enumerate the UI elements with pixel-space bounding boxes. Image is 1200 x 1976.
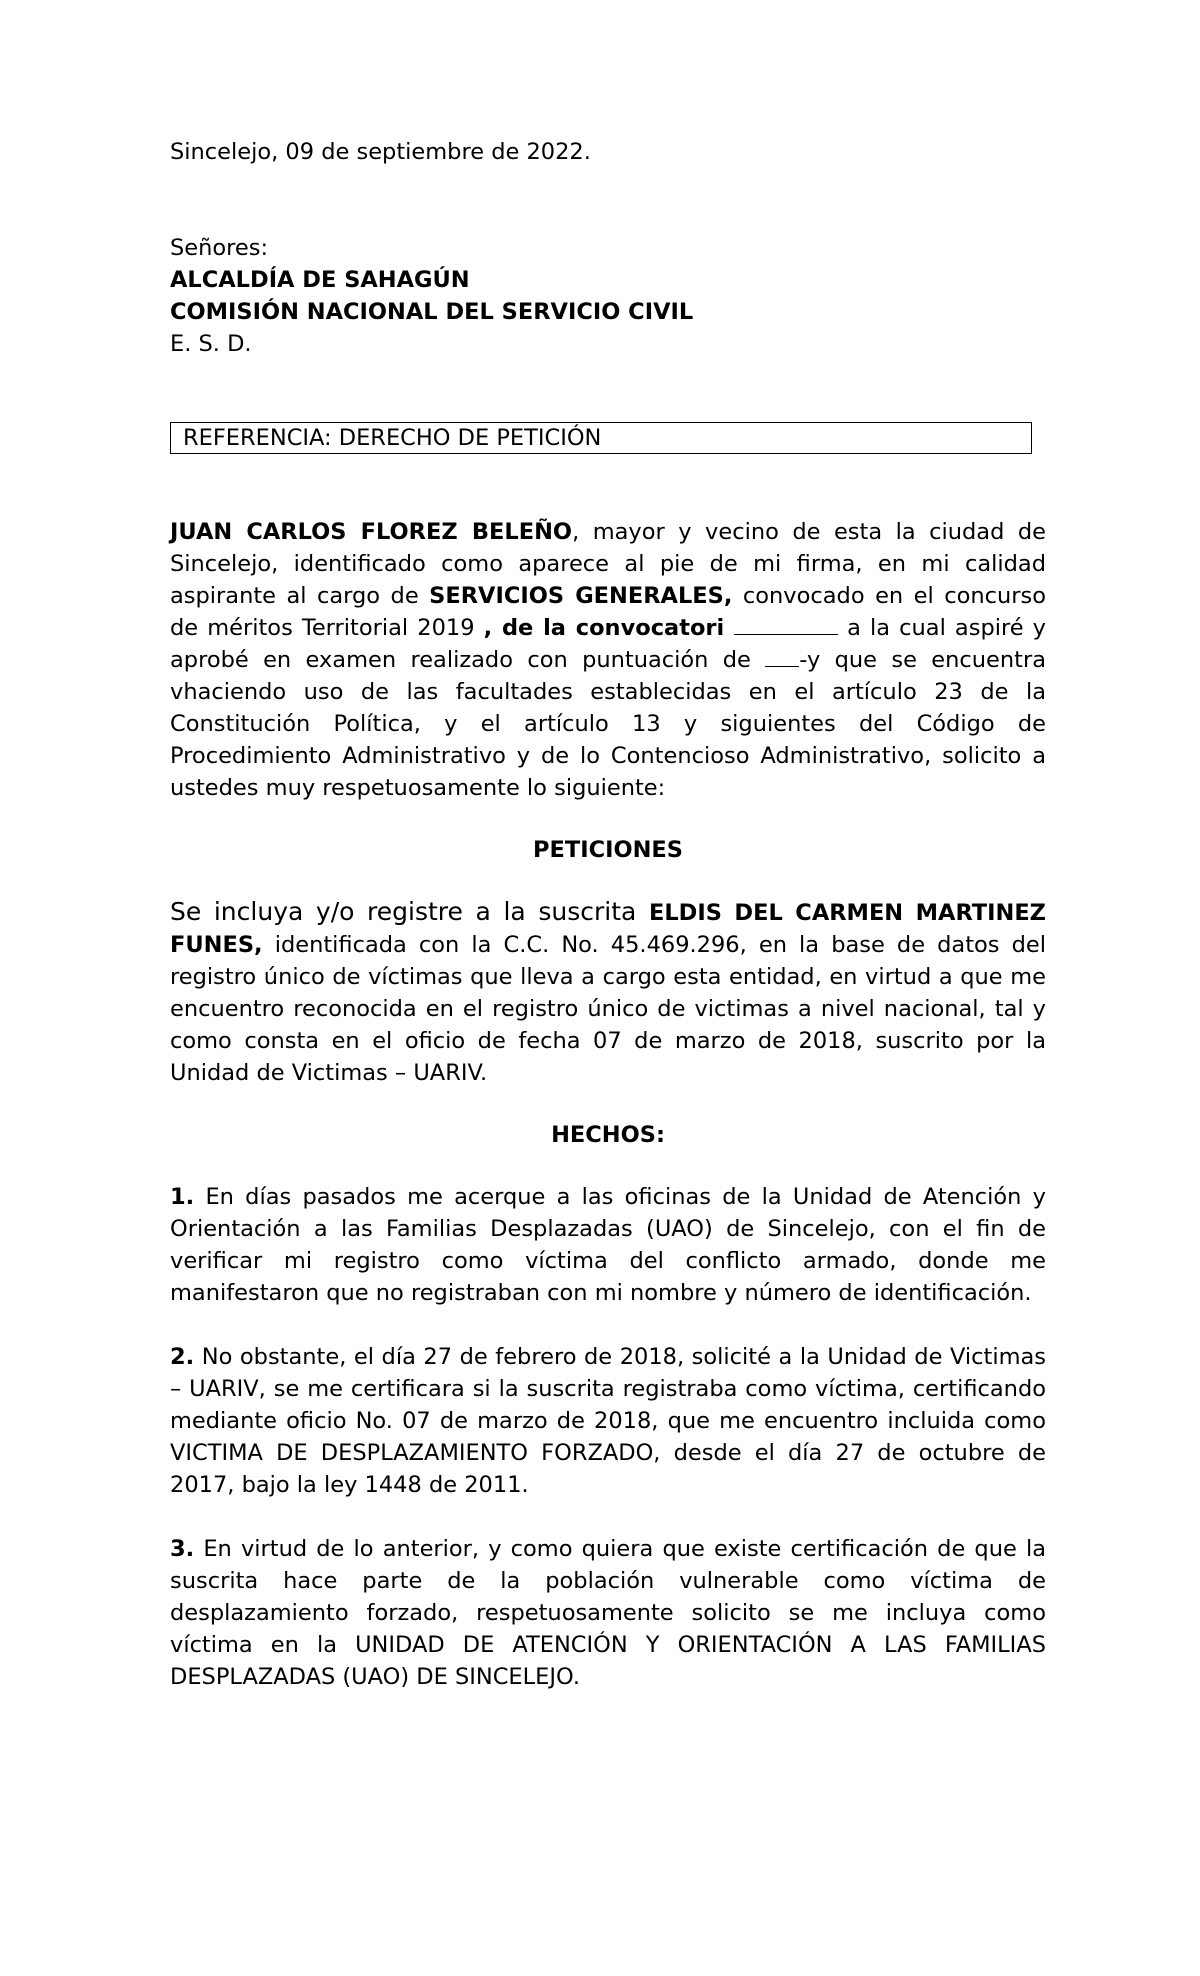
recipient-alcaldia: ALCALDÍA DE SAHAGÚN <box>170 267 470 293</box>
esd-line: E. S. D. <box>170 331 252 357</box>
petition-paragraph <box>170 896 1046 1089</box>
reference-box <box>170 422 1032 454</box>
position-name: SERVICIOS GENERALES, <box>429 583 733 609</box>
date-line: Sincelejo, 09 de septiembre de 2022. <box>170 139 591 165</box>
intro-paragraph <box>170 516 1046 804</box>
petitioner-name: JUAN CARLOS FLOREZ BELEÑO <box>170 519 573 545</box>
fact-text: No obstante, el día 27 de febrero de 2018, solicité a la Unidad de Victimas – UARIV, se me certificara si la suscrita registraba como víctima, certificando mediante oficio No. 07 de marzo de 2018, que me encuentro incluida como VICTIMA DE DESPLAZAMIENTO FORZADO, desde el día 27 de octubre de 2017, bajo la ley 1448 de 2011. <box>170 1344 1046 1498</box>
intro-text-1: , mayor y vecino de esta la ciudad de Sincelejo, identificado como aparece al pie de mi firma, en mi calidad aspirante al cargo de <box>170 519 1046 609</box>
addressee-block <box>170 232 1046 360</box>
recipient-cnsc: COMISIÓN NACIONAL DEL SERVICIO CIVIL <box>170 299 694 325</box>
fact-text: En días pasados me acerque a las oficinas de la Unidad de Atención y Orientación a las Familias Desplazadas (UAO) de Sincelejo, con el fin de verificar mi registro como víctima del conflicto armado, donde me manifestaron que no registraban con mi nombre y número de identificación. <box>170 1184 1046 1306</box>
fact-number: 1. <box>170 1184 195 1210</box>
facts-heading: HECHOS: <box>551 1122 665 1148</box>
convocatoria-label: , de la convocatori <box>483 615 735 641</box>
petition-text: identificada con la C.C. No. 45.469.296, en la base de datos del registro único de víctimas que lleva a cargo esta entidad, en virtud a que me encuentro reconocida en el registro único de victimas a nivel nacional, tal y como consta en el oficio de fecha 07 de marzo de 2018, suscrito por la Unidad de Victimas – UARIV. <box>170 932 1046 1086</box>
salutation: Señores: <box>170 235 269 261</box>
intro-text-2: convocado en el concurso de méritos Territorial 2019 <box>170 583 1046 641</box>
reference-text: REFERENCIA: DERECHO DE PETICIÓN <box>183 425 602 451</box>
intro-text-3: a la cual aspiré y aprobé en examen realizado con puntuación de <box>170 615 1046 673</box>
fact-number: 3. <box>170 1536 195 1562</box>
petitions-heading: PETICIONES <box>533 837 683 863</box>
fact-item-1 <box>170 1181 1046 1309</box>
score-blank <box>765 644 799 667</box>
beneficiary-name: ELDIS DEL CARMEN MARTINEZ FUNES, <box>170 900 1046 958</box>
intro-text-4: -y que se encuentra vhaciendo uso de las facultades establecidas en el artículo 23 de la Constitución Política, y el artículo 13 y siguientes del Código de Procedimiento Administrativo y de lo Contencioso Administrativo, solicito a ustedes muy respetuosamente lo siguiente: <box>170 647 1046 801</box>
document-page <box>170 136 1046 1693</box>
petition-lead: Se incluya y/o registre a la suscrita <box>170 897 649 926</box>
fact-text: En virtud de lo anterior, y como quiera que existe certificación de que la suscrita hace parte de la población vulnerable como víctima de desplazamiento forzado, respetuosamente solicito se me incluya como víctima en la UNIDAD DE ATENCIÓN Y ORIENTACIÓN A LAS FAMILIAS DESPLAZADAS (UAO) DE SINCELEJO. <box>170 1536 1046 1690</box>
fact-number: 2. <box>170 1344 195 1370</box>
fact-item-2 <box>170 1341 1046 1501</box>
convocatoria-blank <box>734 612 838 635</box>
fact-item-3 <box>170 1533 1046 1693</box>
